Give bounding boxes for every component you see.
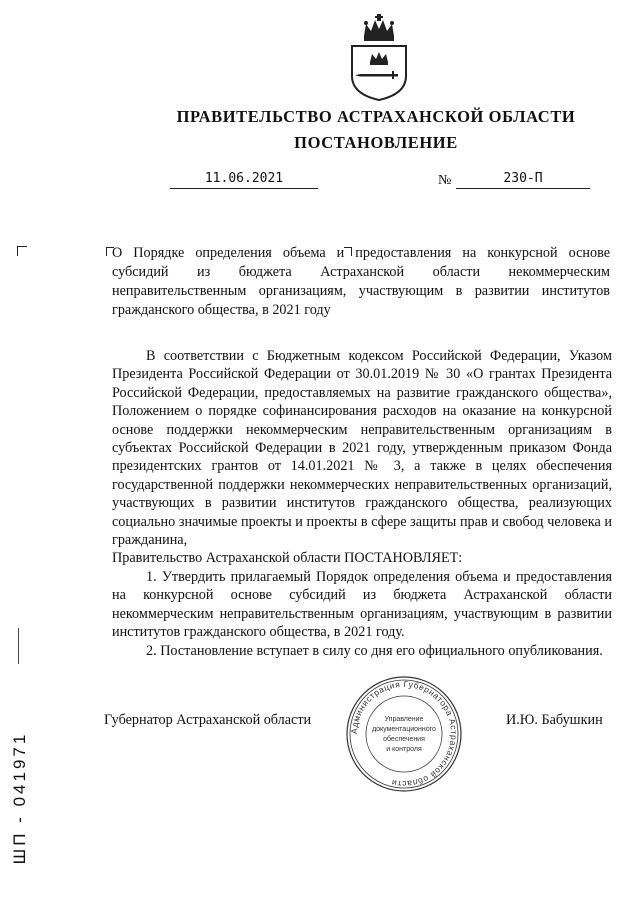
number-label: № xyxy=(438,173,452,188)
signatory-position: Губернатор Астраханской области xyxy=(104,712,312,728)
item-2-paragraph: 2. Постановление вступает в силу со дня его официального опубликования. xyxy=(146,642,603,659)
government-title: ПРАВИТЕЛЬСТВО АСТРАХАНСКОЙ ОБЛАСТИ xyxy=(176,107,576,126)
document-type: ПОСТАНОВЛЕНИЕ xyxy=(294,133,458,152)
svg-text:Администрация Губернатора Астр xyxy=(349,679,459,789)
serial-number-block xyxy=(0,718,40,878)
official-stamp xyxy=(344,674,464,794)
stamp-ring-text: Администрация Губернатора Астраханской области xyxy=(348,678,460,790)
stamp-line-3: обеспечения xyxy=(383,736,425,743)
signatory-name: И.Ю. Бабушкин xyxy=(506,712,603,728)
margin-line xyxy=(18,628,19,664)
resolution-line: Правительство Астраханской области ПОСТАНОВЛЯЕТ: xyxy=(112,550,463,567)
document-subject: О Порядке определения объема и предоставления на конкурсной основе субсидий из бюджета Астраханской области некоммерческим неправительственным организациям, участвующим в развитии институтов гражданского общества, в 2021 году xyxy=(112,245,610,318)
coat-of-arms-emblem xyxy=(346,14,412,102)
margin-corner-mark xyxy=(17,246,27,256)
document-number: 230-П xyxy=(456,170,590,189)
document-body xyxy=(112,347,612,660)
stamp-line-2: документационного xyxy=(372,726,436,733)
serial-number: ШП - 041971 xyxy=(10,731,29,865)
preamble-paragraph: В соответствии с Бюджетным кодексом Российской Федерации, Указом Президента Российской Федерации от 30.01.2019 № 30 «О грантах Президента Российской Федерации, предоставляемых на развитие гражданского общества», Положением о порядке софинансирования расходов на оказание на конкурсной основе поддержки некоммерческим неправительственным организациям в субъектах Российской Федерации в 2021 году, утвержденным приказом Фонда президентских грантов от 14.01.2021 № 3, а также в целях обеспечения государственной поддержки некоммерческих неправительственных организаций, участвующих в развитии институтов гражданского общества, реализующих социально значимые проекты и проекты в сфере защиты прав и свобод человека и гражданина, xyxy=(112,348,612,549)
document-date: 11.06.2021 xyxy=(170,170,318,189)
stamp-line-1: Управление xyxy=(384,716,424,723)
stamp-line-4: и контроля xyxy=(386,746,422,753)
item-1-paragraph: 1. Утвердить прилагаемый Порядок определения объема и предоставления на конкурсной основе субсидий из бюджета Астраханской области некоммерческим неправительственным организациям, участвующим в развитии институтов гражданского общества, в 2021 году. xyxy=(112,568,612,641)
